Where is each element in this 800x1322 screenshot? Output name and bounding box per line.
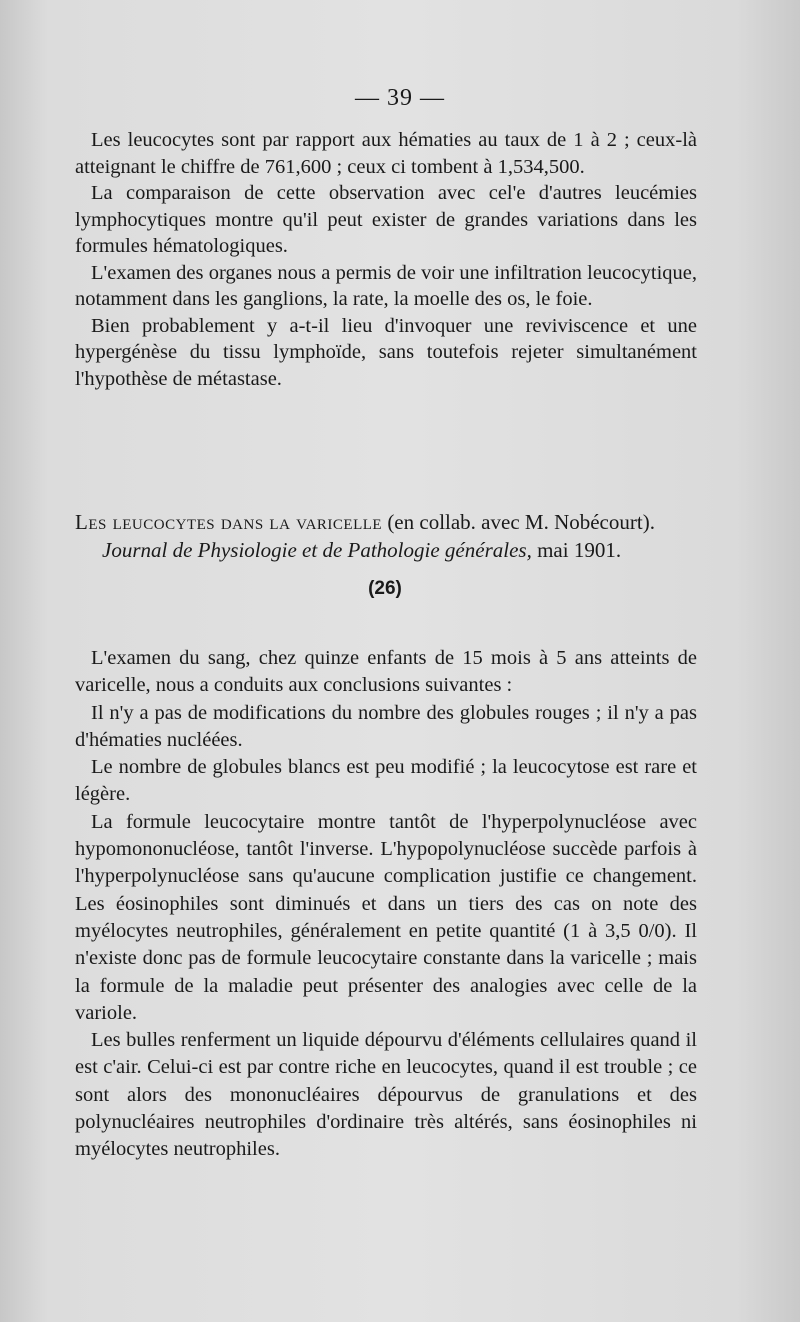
text-block-varicelle <box>75 645 697 1164</box>
citation-journal-line <box>75 536 705 564</box>
paragraph: La formule leucocytaire montre tantôt de l'hyperpolynucléose avec hypomononucléose, tantôt l'inverse. L'hypopolynucléose succède parfois à l'hyperpolynucléose sans qu'aucune complication justifie ce changement. Les éosinophiles sont diminués et dans un tiers des cas on note des myélocytes neutrophiles, généralement en petite quantité (1 à 3,5 0/0). Il n'existe donc pas de formule leucocytaire constante dans la varicelle ; mais la formule de la maladie peut présenter des analogies avec celle de la variole. <box>75 810 697 1024</box>
citation-date: mai 1901. <box>537 538 622 562</box>
paragraph: Les leucocytes sont par rapport aux hématies au taux de 1 à 2 ; ceux-là atteignant le chiffre de 761,600 ; ceux ci tombent à 1,534,500. <box>75 129 697 178</box>
citation-title: Les leucocytes dans la varicelle <box>75 510 383 534</box>
section-number: (26) <box>368 578 402 599</box>
paragraph: Il n'y a pas de modifications du nombre des globules rouges ; il n'y a pas d'hématies nucléées. <box>75 701 697 751</box>
publication-citation <box>75 508 705 564</box>
paragraph: L'examen des organes nous a permis de voir une infiltration leucocytique, notamment dans les ganglions, la rate, la moelle des os, le foie. <box>75 261 697 310</box>
paragraph: Les bulles renferment un liquide dépourvu d'éléments cellulaires quand il est c'air. Celui-ci est par contre riche en leucocytes, quand il est trouble ; ce sont alors des mononucléaires dépourvus de granulations et des polynucléaires neutrophiles d'ordinaire très altérés, sans éosinophiles ni myélocytes neutrophiles. <box>75 1029 697 1161</box>
page-number: — 39 — <box>355 85 445 111</box>
citation-collab: (en collab. avec M. Nobécourt). <box>387 510 655 534</box>
text-block-leucemie <box>75 127 697 392</box>
paragraph: L'examen du sang, chez quinze enfants de 15 mois à 5 ans atteints de varicelle, nous a conduits aux conclusions suivantes : <box>75 647 697 697</box>
citation-journal: Journal de Physiologie et de Pathologie générales, <box>102 538 532 562</box>
paragraph: Bien probablement y a-t-il lieu d'invoquer une reviviscence et une hypergénèse du tissu lymphoïde, sans toutefois rejeter simultanément l'hypothèse de métastase. <box>75 314 697 390</box>
paragraph: Le nombre de globules blancs est peu modifié ; la leucocytose est rare et légère. <box>75 756 697 806</box>
paragraph: La comparaison de cette observation avec cel'e d'autres leucémies lymphocytiques montre qu'il peut exister de grandes variations dans les formules hématologiques. <box>75 182 697 257</box>
citation-title-line <box>75 508 705 536</box>
